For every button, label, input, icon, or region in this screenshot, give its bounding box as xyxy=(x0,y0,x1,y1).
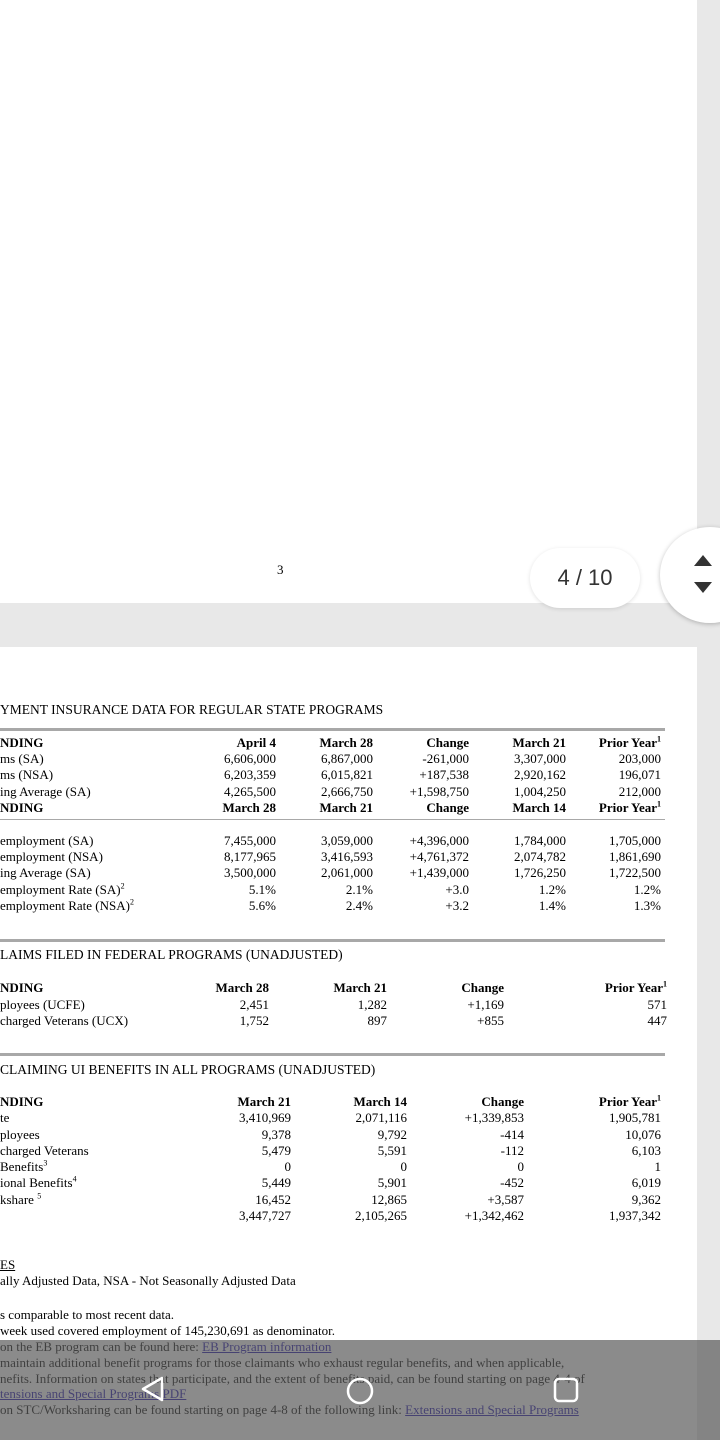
table-cell: 9,362 xyxy=(631,1192,661,1207)
triangle-back-icon[interactable] xyxy=(140,1376,166,1407)
footnotes-heading: ES xyxy=(0,1257,16,1272)
table-cell: 203,000 xyxy=(618,751,661,766)
table-cell: Prior Year$^1$ xyxy=(598,1093,661,1109)
table-row xyxy=(0,833,697,849)
table-row xyxy=(0,1110,697,1126)
table-cell: Change xyxy=(461,980,504,995)
row-label: NDING xyxy=(0,1094,44,1109)
table-row xyxy=(0,1192,697,1208)
table-cell: Prior Year$^1$ xyxy=(598,799,661,815)
table-cell: 1,937,342 xyxy=(609,1208,661,1223)
previous-page xyxy=(0,0,697,603)
table-cell: 1,004,250 xyxy=(514,784,566,799)
row-label: ional Benefits$^4$ xyxy=(0,1174,77,1190)
table-row xyxy=(0,767,697,783)
table-row xyxy=(0,751,697,767)
row-label: employment (NSA) xyxy=(0,849,103,864)
table-cell: Change xyxy=(481,1094,524,1109)
table-header-row xyxy=(0,800,697,816)
table-header-row xyxy=(0,980,697,996)
table-cell: 1,752 xyxy=(239,1013,269,1028)
table-cell: +1,339,853 xyxy=(464,1110,524,1125)
table-cell: March 21 xyxy=(333,980,387,995)
table-cell: 212,000 xyxy=(618,784,661,799)
table-row xyxy=(0,1143,697,1159)
table-cell: 3,416,593 xyxy=(321,849,373,864)
section-rule xyxy=(0,728,665,731)
table-cell: 2,061,000 xyxy=(321,865,373,880)
table-row xyxy=(0,898,697,914)
table-cell: +855 xyxy=(477,1013,504,1028)
table-cell: 9,378 xyxy=(261,1127,291,1142)
document-content xyxy=(0,647,697,1440)
table-cell: 2,451 xyxy=(239,997,269,1012)
table-cell: 2,920,162 xyxy=(514,767,566,782)
table-cell: 3,307,000 xyxy=(514,751,566,766)
table-cell: +4,761,372 xyxy=(409,849,469,864)
row-label: ms (NSA) xyxy=(0,767,54,782)
table-cell: 447 xyxy=(647,1013,667,1028)
table-cell: 1,905,781 xyxy=(609,1110,661,1125)
section-rule xyxy=(0,1053,665,1056)
row-label: charged Veterans xyxy=(0,1143,89,1158)
section-title-all-programs: CLAIMING UI BENEFITS IN ALL PROGRAMS (UNADJUSTED) xyxy=(0,1062,376,1077)
row-label: kshare $^5$ xyxy=(0,1191,42,1207)
row-label: ing Average (SA) xyxy=(0,865,91,880)
table-cell: 1,282 xyxy=(357,997,387,1012)
table-cell: March 28 xyxy=(222,800,276,815)
table-header-row xyxy=(0,1094,697,1110)
page-number-label: 3 xyxy=(277,562,284,577)
table-row xyxy=(0,849,697,865)
table-cell: March 21 xyxy=(237,1094,291,1109)
table-cell: 2,071,116 xyxy=(355,1110,407,1125)
table-cell: March 14 xyxy=(353,1094,407,1109)
header-cell: March 28 xyxy=(319,735,373,750)
table-cell: 2,074,782 xyxy=(514,849,566,864)
table-cell: +1,598,750 xyxy=(409,784,469,799)
table-cell: Prior Year$^1$ xyxy=(604,979,667,995)
section-title-regular-state: YMENT INSURANCE DATA FOR REGULAR STATE PROGRAMS xyxy=(0,702,384,717)
table-cell: 1.3% xyxy=(633,898,661,913)
table-cell: 6,867,000 xyxy=(321,751,373,766)
section-title-federal-programs: LAIMS FILED IN FEDERAL PROGRAMS (UNADJUSTED) xyxy=(0,947,343,962)
table-cell: 6,203,359 xyxy=(224,767,276,782)
row-label: employment Rate (NSA)$^2$ xyxy=(0,897,134,913)
table-cell: +4,396,000 xyxy=(409,833,469,848)
header-cell: Change xyxy=(426,735,469,750)
table-cell: +1,439,000 xyxy=(409,865,469,880)
scroll-up-arrow-icon xyxy=(694,555,712,566)
header-cell: March 21 xyxy=(512,735,566,750)
table-cell: 571 xyxy=(647,997,667,1012)
table-cell: 5,591 xyxy=(377,1143,407,1158)
table-cell: 0 xyxy=(284,1159,291,1174)
table-row xyxy=(0,1013,697,1029)
table-cell: 897 xyxy=(367,1013,387,1028)
table-row xyxy=(0,1127,697,1143)
table-cell: -261,000 xyxy=(422,751,469,766)
table-cell: 6,019 xyxy=(631,1175,661,1190)
row-label: charged Veterans (UCX) xyxy=(0,1013,129,1028)
table-cell: 2,666,750 xyxy=(321,784,373,799)
table-cell: 3,410,969 xyxy=(239,1110,291,1125)
table-cell: 2.4% xyxy=(345,898,373,913)
table-cell: 1.2% xyxy=(633,882,661,897)
table-cell: 3,500,000 xyxy=(224,865,276,880)
table-cell: +3.0 xyxy=(445,882,469,897)
table-cell: 1,784,000 xyxy=(514,833,566,848)
scroll-down-arrow-icon xyxy=(694,582,712,593)
table-cell: 9,792 xyxy=(377,1127,407,1142)
table-cell: 1.4% xyxy=(538,898,566,913)
table-cell: March 28 xyxy=(215,980,269,995)
row-label: ployees xyxy=(0,1127,40,1142)
section-divider xyxy=(0,819,665,820)
table-cell: 8,177,965 xyxy=(224,849,276,864)
row-label: NDING xyxy=(0,980,44,995)
table-cell: 16,452 xyxy=(255,1192,291,1207)
row-label: ing Average (SA) xyxy=(0,784,91,799)
table-cell: 2,105,265 xyxy=(355,1208,407,1223)
table-row xyxy=(0,997,697,1013)
table-cell: 196,071 xyxy=(618,767,661,782)
table-cell: 4,265,500 xyxy=(224,784,276,799)
table-header-row xyxy=(0,735,697,751)
row-label: Benefits$^3$ xyxy=(0,1158,48,1174)
table-cell: -414 xyxy=(500,1127,524,1142)
table-cell: 1,705,000 xyxy=(609,833,661,848)
table-cell: 0 xyxy=(517,1159,524,1174)
row-label: NDING xyxy=(0,800,44,815)
table-cell: +3.2 xyxy=(445,898,469,913)
footnote-abbreviations: ally Adjusted Data, NSA - Not Seasonally Adjusted Data xyxy=(0,1273,296,1288)
table-cell: -112 xyxy=(500,1143,524,1158)
section-rule xyxy=(0,939,665,942)
table-cell: 6,103 xyxy=(631,1143,661,1158)
table-cell: 5,449 xyxy=(261,1175,291,1190)
table-cell: +1,342,462 xyxy=(464,1208,524,1223)
header-cell: Prior Year$^1$ xyxy=(598,734,661,750)
table-cell: 1,726,250 xyxy=(514,865,566,880)
table-cell: 2.1% xyxy=(345,882,373,897)
table-cell: 1,861,690 xyxy=(609,849,661,864)
table-row xyxy=(0,784,697,800)
table-cell: 5.1% xyxy=(248,882,276,897)
table-total-row xyxy=(0,1208,697,1224)
footnote-1: s comparable to most recent data. xyxy=(0,1307,174,1322)
table-cell: 1,722,500 xyxy=(609,865,661,880)
table-row xyxy=(0,865,697,881)
circle-home-icon[interactable] xyxy=(345,1376,375,1411)
table-cell: +187,538 xyxy=(419,767,469,782)
table-cell: 10,076 xyxy=(625,1127,661,1142)
table-cell: 6,015,821 xyxy=(321,767,373,782)
current-page xyxy=(0,647,697,1440)
table-cell: March 14 xyxy=(512,800,566,815)
table-cell: 5.6% xyxy=(248,898,276,913)
table-cell: 5,479 xyxy=(261,1143,291,1158)
row-label: te xyxy=(0,1110,10,1125)
table-cell: March 21 xyxy=(319,800,373,815)
row-label: employment Rate (SA)$^2$ xyxy=(0,881,125,897)
table-cell: 12,865 xyxy=(371,1192,407,1207)
table-row xyxy=(0,1175,697,1191)
page-indicator: 4 / 10 xyxy=(530,548,640,608)
table-cell: 0 xyxy=(400,1159,407,1174)
square-recents-icon[interactable] xyxy=(553,1377,579,1408)
row-label: ployees (UCFE) xyxy=(0,997,85,1012)
table-cell: -452 xyxy=(500,1175,524,1190)
table-row xyxy=(0,1159,697,1175)
table-cell: 5,901 xyxy=(377,1175,407,1190)
table-cell: 3,447,727 xyxy=(239,1208,291,1223)
table-cell: +3,587 xyxy=(487,1192,524,1207)
header-cell: April 4 xyxy=(236,735,276,750)
table-cell: 3,059,000 xyxy=(321,833,373,848)
table-cell: Change xyxy=(426,800,469,815)
table-cell: 1.2% xyxy=(538,882,566,897)
table-cell: +1,169 xyxy=(467,997,504,1012)
footnote-2: week used covered employment of 145,230,691 as denominator. xyxy=(0,1323,336,1338)
table-cell: 7,455,000 xyxy=(224,833,276,848)
row-label: employment (SA) xyxy=(0,833,94,848)
table-cell: 6,606,000 xyxy=(224,751,276,766)
row-label: ms (SA) xyxy=(0,751,44,766)
header-label: NDING xyxy=(0,735,44,750)
table-cell: 1 xyxy=(654,1159,661,1174)
table-row xyxy=(0,882,697,898)
